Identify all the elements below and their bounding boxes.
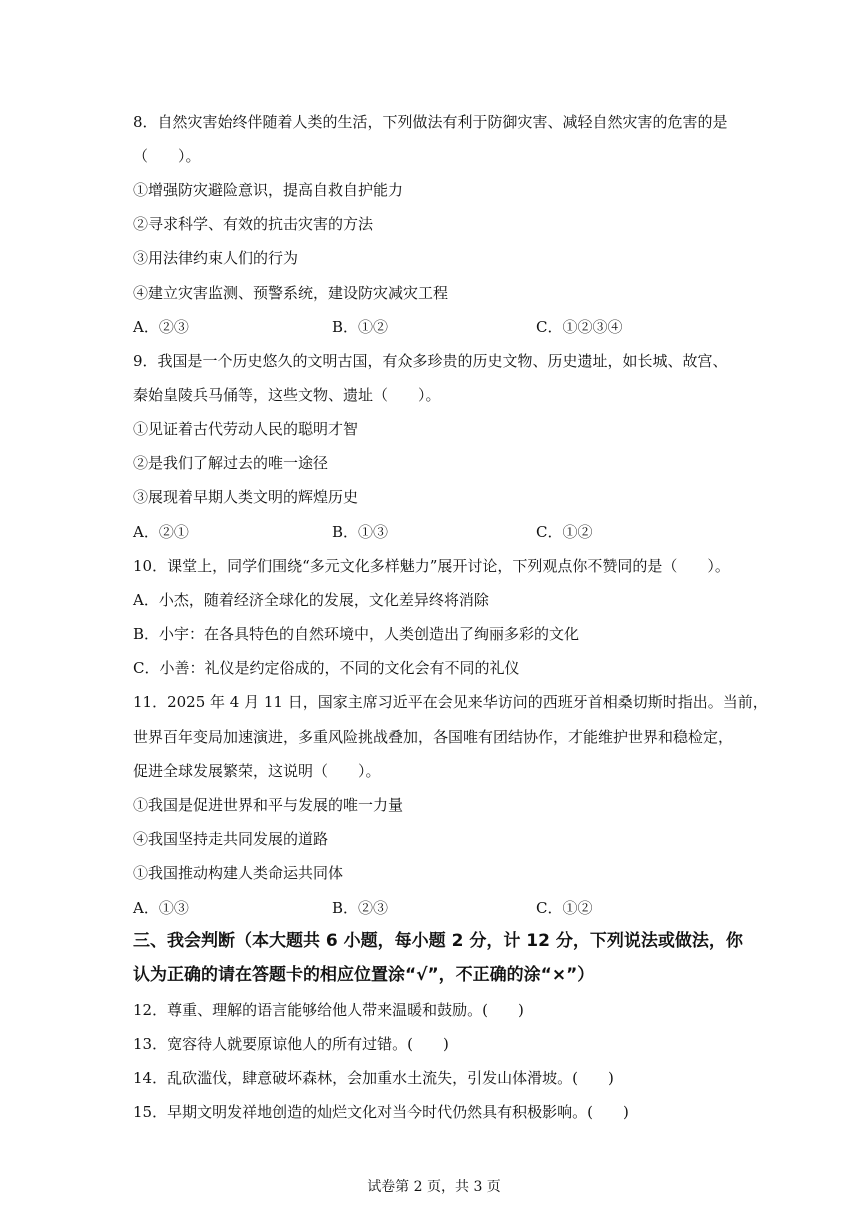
q8-item-4: ④建立灾害监测、预警系统，建设防灾减灾工程 [133, 284, 449, 302]
q11-option-c: C．①② [536, 899, 593, 917]
q11-item-2: ④我国坚持走共同发展的道路 [133, 830, 329, 848]
q8-stem-line1: 8．自然灾害始终伴随着人类的生活，下列做法有利于防御灾害、减轻自然灾害的危害的是 [133, 113, 728, 131]
q9-item-3: ③展现着早期人类文明的辉煌历史 [133, 488, 359, 506]
page-footer: 试卷第 2 页，共 3 页 [367, 1179, 501, 1195]
q10-stem: 10．课堂上，同学们围绕“多元文化多样魅力”展开讨论，下列观点你不赞同的是（ ）。 [133, 557, 730, 575]
section-3-title-line2: 认为正确的请在答题卡的相应位置涂“√”，不正确的涂“×”） [133, 965, 595, 985]
q10-option-c: C．小善：礼仪是约定俗成的，不同的文化会有不同的礼仪 [133, 659, 520, 677]
q8-stem-line2: （ ）。 [133, 147, 201, 165]
q11-stem-line2: 世界百年变局加速演进，多重风险挑战叠加，各国唯有团结协作，才能维护世界和稳检定， [133, 728, 734, 746]
q11-item-1: ①我国是促进世界和平与发展的唯一力量 [133, 796, 404, 814]
q9-stem-line1: 9．我国是一个历史悠久的文明古国，有众多珍贵的历史文物、历史遗址，如长城、故宫、 [133, 352, 728, 370]
q8-item-2: ②寻求科学、有效的抗击灾害的方法 [133, 215, 374, 233]
q11-stem-line3: 促进全球发展繁荣，这说明（ ）。 [133, 762, 381, 780]
q11-stem-line1: 11．2025 年 4 月 11 日，国家主席习近平在会见来华访问的西班牙首相桑切斯时指出。当前， [133, 693, 768, 711]
q9-option-b: B．①③ [332, 523, 389, 541]
q9-stem-line2: 秦始皇陵兵马俑等，这些文物、遗址（ ）。 [133, 386, 441, 404]
q9-item-1: ①见证着古代劳动人民的聪明才智 [133, 420, 359, 438]
q8-option-c: C．①②③④ [536, 318, 623, 336]
q8-option-a: A．②③ [133, 318, 189, 336]
q8-item-3: ③用法律约束人们的行为 [133, 249, 299, 267]
q11-option-a: A．①③ [133, 899, 189, 917]
section-3-title-line1: 三、我会判断（本大题共 6 小题，每小题 2 分，计 12 分，下列说法或做法，你 [133, 931, 743, 951]
q8-option-b: B．①② [332, 318, 389, 336]
q8-item-1: ①增强防灾避险意识，提高自救自护能力 [133, 181, 404, 199]
q11-option-b: B．②③ [332, 899, 389, 917]
q11-item-3: ①我国推动构建人类命运共同体 [133, 864, 344, 882]
q10-option-a: A．小杰，随着经济全球化的发展，文化差异终将消除 [133, 591, 489, 609]
judge-q12: 12．尊重、理解的语言能够给他人带来温暖和鼓励。( ) [133, 1001, 524, 1019]
q9-item-2: ②是我们了解过去的唯一途径 [133, 454, 329, 472]
judge-q14: 14．乱砍滥伐，肆意破坏森林，会加重水土流失，引发山体滑坡。( ) [133, 1069, 614, 1087]
q10-option-b: B．小宇：在各具特色的自然环境中，人类创造出了绚丽多彩的文化 [133, 625, 580, 643]
q9-option-a: A．②① [133, 523, 189, 541]
judge-q13: 13．宽容待人就要原谅他人的所有过错。( ) [133, 1035, 449, 1053]
judge-q15: 15．早期文明发祥地创造的灿烂文化对当今时代仍然具有积极影响。( ) [133, 1103, 629, 1121]
q9-option-c: C．①② [536, 523, 593, 541]
